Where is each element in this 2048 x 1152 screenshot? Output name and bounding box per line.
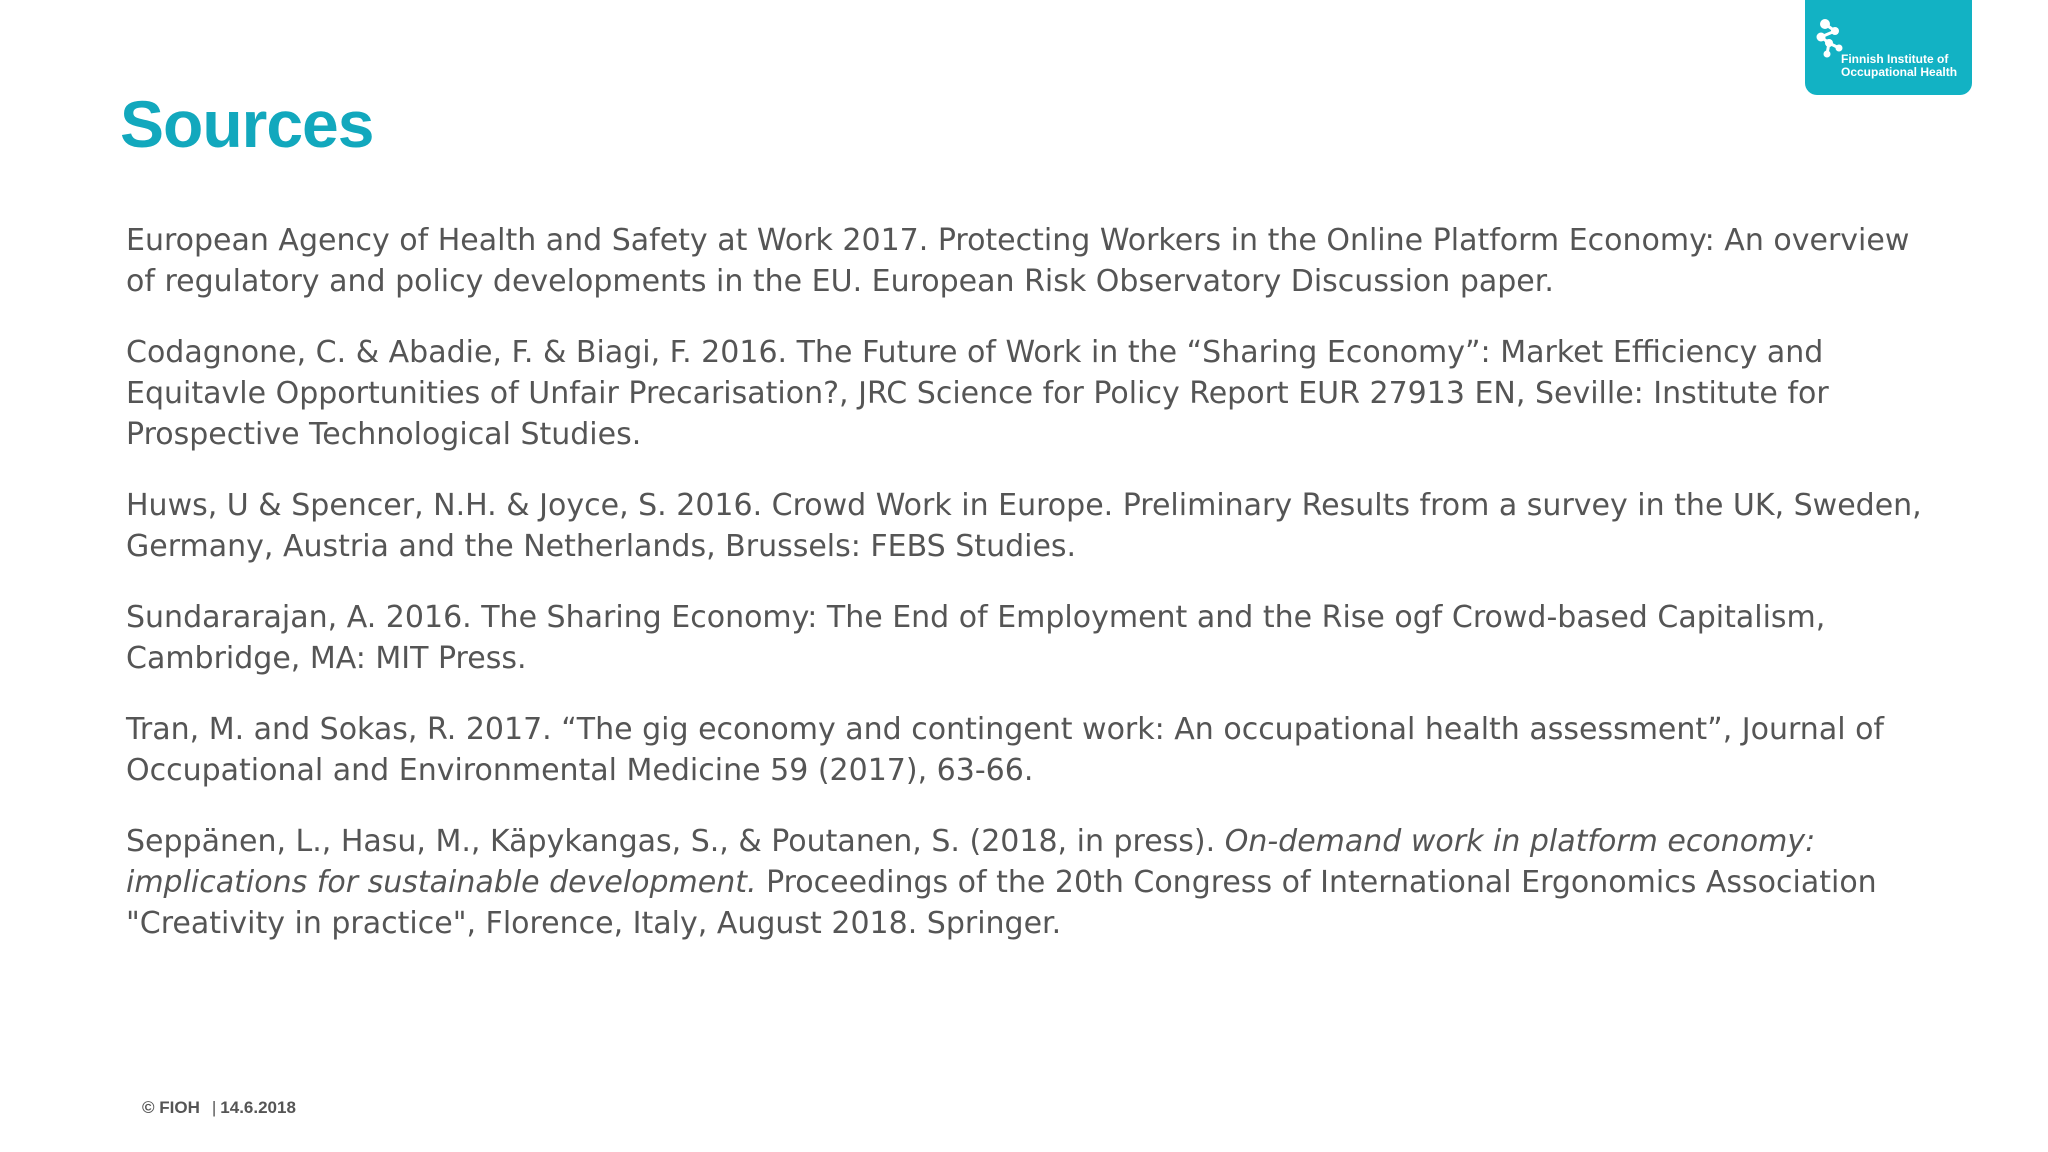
reference-item xyxy=(126,485,1946,567)
footer-date: 14.6.2018 xyxy=(220,1098,296,1117)
reference-item xyxy=(126,821,1946,944)
reference-text: Codagnone, C. & Abadie, F. & Biagi, F. 2016. The Future of Work in the “Sharing Economy”: Market Efficiency and Equitavle Opportunities of Unfair Precarisation?, JRC Science for Policy Report EUR 27913 EN, Seville: Institute for Prospective Technological Studies. xyxy=(126,335,1829,452)
logo-text: Finnish Institute of Occupational Health xyxy=(1841,52,1958,79)
reference-text: Sundararajan, A. 2016. The Sharing Economy: The End of Employment and the Rise ogf Crowd-based Capitalism, Cambridge, MA: MIT Press. xyxy=(126,600,1826,676)
fioh-logo xyxy=(1805,0,1972,95)
reference-item xyxy=(126,332,1946,455)
slide-title: Sources xyxy=(120,87,374,161)
reference-text: Huws, U & Spencer, N.H. & Joyce, S. 2016. Crowd Work in Europe. Preliminary Results from a survey in the UK, Sweden, Germany, Austria and the Netherlands, Brussels: FEBS Studies. xyxy=(126,488,1922,564)
footer xyxy=(142,1098,296,1118)
reference-list xyxy=(126,220,1946,974)
reference-item xyxy=(126,597,1946,679)
reference-text: European Agency of Health and Safety at Work 2017. Protecting Workers in the Online Platform Economy: An overview of regulatory and policy developments in the EU. European Risk Observatory Discussion paper. xyxy=(126,223,1910,299)
reference-text: Seppänen, L., Hasu, M., Käpykangas, S., & Poutanen, S. (2018, in press). xyxy=(126,824,1225,859)
footer-separator: | xyxy=(211,1098,217,1117)
reference-title-italic: On-demand work in platform economy: implications for sustainable development. xyxy=(126,824,1816,900)
reference-text: Tran, M. and Sokas, R. 2017. “The gig economy and contingent work: An occupational health assessment”, Journal of Occupational and Environmental Medicine 59 (2017), 63-66. xyxy=(126,712,1884,788)
reference-item xyxy=(126,709,1946,791)
footer-copyright: © FIOH xyxy=(142,1098,200,1117)
reference-text: Proceedings of the 20th Congress of International Ergonomics Association "Creativity in practice", Florence, Italy, August 2018. Springer. xyxy=(126,865,1877,941)
reference-item xyxy=(126,220,1946,302)
